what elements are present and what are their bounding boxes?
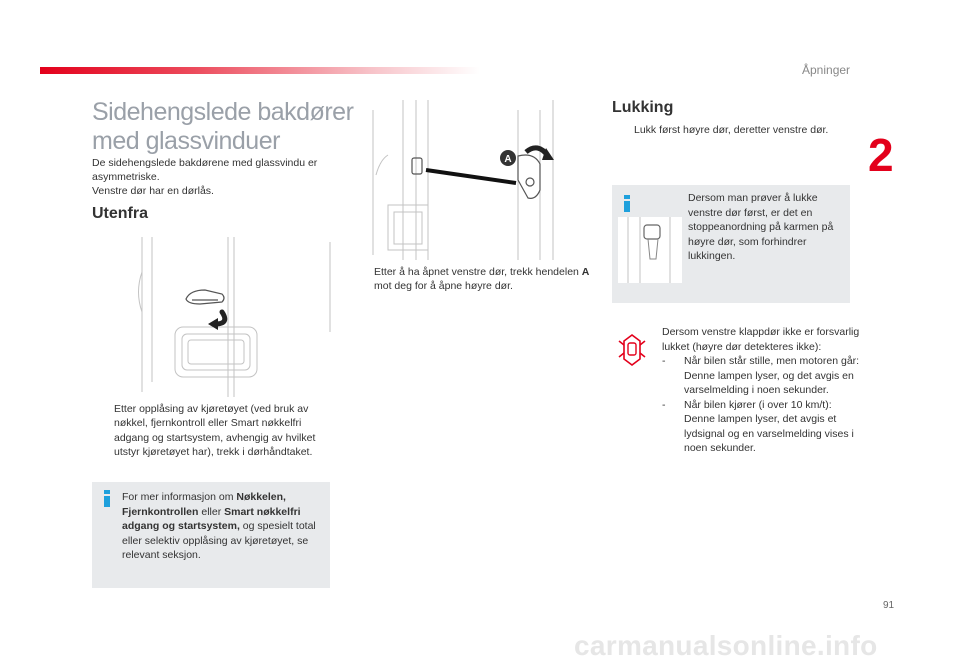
interior-lever-illustration — [368, 100, 568, 262]
info-text-part: For mer informasjon om — [122, 491, 237, 503]
intro-line-1: De sidehengslede bakdørene med glassvindu er asymmetriske. — [92, 157, 318, 183]
bullet-lever-bold: A — [581, 266, 590, 278]
warning-text — [662, 325, 862, 456]
info-box-text — [122, 490, 322, 563]
warning-dash: - — [662, 355, 666, 367]
watermark: carmanualsonline.info — [574, 630, 878, 661]
bullet-utenfra — [92, 402, 337, 459]
info-box-more-info — [92, 482, 330, 588]
info-icon — [622, 195, 632, 211]
bullet-lukking — [612, 123, 852, 137]
heading-utenfra: Utenfra — [92, 205, 149, 222]
bullet-utenfra-text: Etter opplåsing av kjøretøyet (ved bruk av nøkkel, fjernkontroll eller Smart nøkkelfri adgang og startsystem, avhengig av hvilket utstyr kjøretøyet har), trekk i dørhåndtaket. — [114, 403, 316, 458]
warning-item-text: Når bilen står stille, men motoren går: Denne lampen lyser, og det avgis en varselmelding i noen sekunder. — [684, 355, 860, 396]
page-number: 91 — [883, 600, 895, 611]
title-line-2: med glassvinduer — [92, 127, 280, 155]
exterior-door-handle-illustration — [130, 232, 340, 397]
warning-item — [662, 398, 862, 456]
info-box-text: Dersom man prøver å lukke venstre dør først, er det en stoppeanordning på karmen på høyre dør, som forhindrer lukkingen. — [688, 192, 834, 262]
warning-item — [662, 354, 862, 398]
info-icon — [102, 490, 112, 506]
title-line-1: Sidehengslede bakdører — [92, 98, 354, 126]
intro-text — [92, 156, 342, 198]
bullet-lukking-text: Lukk først høyre dør, deretter venstre dør. — [634, 124, 829, 136]
info-text-bold: Smart nøkkelfri adgang og startsystem, — [122, 505, 301, 532]
info-text-bold: Nøkkelen, Fjernkontrollen — [122, 491, 286, 518]
bullet-lever-a — [352, 265, 592, 294]
warning-intro: Dersom venstre klappdør ikke er forsvarlig lukket (høyre dør detekteres ikke): — [662, 326, 860, 353]
info-box-closing — [612, 185, 850, 303]
warning-dash: - — [662, 398, 666, 411]
bullet-lever-part: mot deg for å åpne høyre dør. — [374, 280, 513, 293]
section-label: Åpninger — [802, 63, 851, 77]
intro-line-2: Venstre dør har en dørlås. — [92, 185, 214, 197]
bullet-lever-text — [352, 265, 592, 294]
page-title — [92, 98, 353, 156]
bullet-lever-part: Etter å ha åpnet venstre dør, trekk hendelen — [374, 266, 582, 278]
info-text-part: eller — [198, 505, 225, 518]
header-red-bar — [40, 67, 480, 74]
warning-item-text: Når bilen kjører (i over 10 km/t): Denne lampen lyser, det avgis et lydsignal og en varselmelding vises i noen sekunder. — [684, 398, 854, 454]
door-open-warning-icon — [618, 333, 646, 367]
chapter-number: 2 — [868, 129, 894, 181]
info-text-part: og spesielt total eller selektiv opplåsing av kjøretøyet, se relevant seksjon. — [122, 520, 316, 561]
label-a: A — [504, 154, 512, 165]
door-stop-thumbnail — [618, 217, 682, 283]
heading-lukking: Lukking — [612, 99, 674, 116]
